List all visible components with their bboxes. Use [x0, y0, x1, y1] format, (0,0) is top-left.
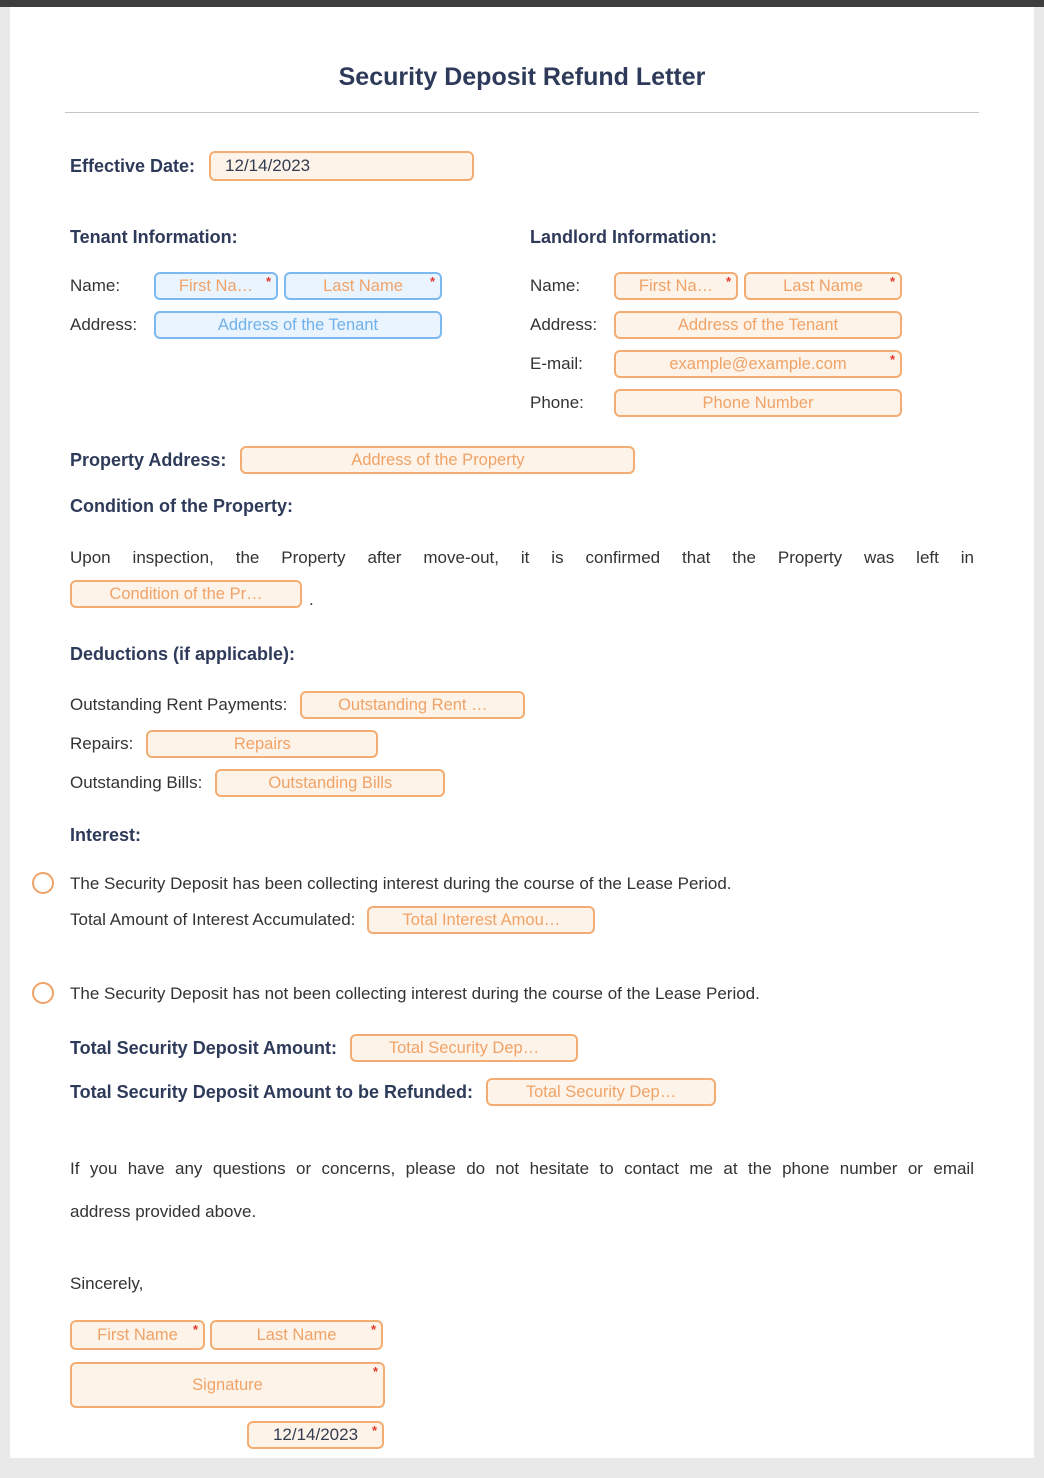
- tenant-section: [70, 227, 530, 428]
- condition-heading: Condition of the Property:: [70, 496, 293, 516]
- interest-accumulated-field[interactable]: Total Interest Amou…: [367, 906, 595, 934]
- radio-button-collecting[interactable]: [32, 872, 54, 894]
- total-deposit-label: Total Security Deposit Amount:: [70, 1037, 338, 1058]
- interest-option-not-collecting: [70, 984, 974, 1004]
- interest-option-collecting: [70, 874, 974, 894]
- interest-not-collecting-text: The Security Deposit has not been collecting interest during the course of the Lease Period.: [70, 984, 760, 1003]
- landlord-heading: Landlord Information:: [530, 227, 717, 247]
- interest-accumulated-label: Total Amount of Interest Accumulated:: [70, 910, 356, 929]
- total-deposit-field[interactable]: Total Security Dep…: [350, 1034, 578, 1062]
- refund-amount-label: Total Security Deposit Amount to be Refunded:: [70, 1081, 474, 1102]
- property-address-field[interactable]: Address of the Property: [240, 446, 635, 474]
- repairs-row: [70, 730, 974, 758]
- interest-collecting-text: The Security Deposit has been collecting interest during the course of the Lease Period.: [70, 874, 732, 893]
- tenant-heading: Tenant Information:: [70, 227, 238, 247]
- landlord-first-name-field[interactable]: First Na… *: [614, 272, 738, 300]
- title-divider: [65, 112, 979, 113]
- required-asterisk: *: [265, 274, 271, 289]
- tenant-name-label: Name:: [70, 276, 121, 295]
- signature-date-field[interactable]: [247, 1421, 384, 1449]
- closing-paragraph: [70, 1158, 974, 1222]
- landlord-address-label: Address:: [530, 315, 598, 334]
- landlord-name-label: Name:: [530, 276, 581, 295]
- sentence-period: .: [309, 590, 314, 609]
- parties-section: [70, 227, 974, 428]
- closing-line-2: address provided above.: [70, 1202, 257, 1221]
- signature-date-value: 12/14/2023: [272, 1425, 359, 1444]
- tenant-address-row: [70, 311, 530, 339]
- landlord-email-row: [530, 350, 974, 378]
- required-asterisk: *: [429, 274, 435, 289]
- effective-date-field[interactable]: [209, 151, 474, 181]
- landlord-last-name-field[interactable]: Last Name *: [744, 272, 902, 300]
- outstanding-rent-row: [70, 691, 974, 719]
- landlord-email-label: E-mail:: [530, 354, 583, 373]
- required-asterisk: *: [889, 352, 895, 367]
- top-bar: [0, 0, 1044, 7]
- interest-accumulated-row: [70, 906, 974, 934]
- total-deposit-row: [70, 1034, 974, 1062]
- landlord-address-row: [530, 311, 974, 339]
- required-asterisk: *: [725, 274, 731, 289]
- landlord-email-field[interactable]: example@example.com *: [614, 350, 902, 378]
- tenant-address-label: Address:: [70, 315, 138, 334]
- property-address-row: [70, 446, 974, 474]
- landlord-address-field[interactable]: Address of the Tenant: [614, 311, 902, 339]
- document-page: [10, 7, 1034, 1458]
- refund-amount-row: [70, 1078, 974, 1106]
- landlord-section: [530, 227, 974, 428]
- tenant-last-name-field[interactable]: Last Name *: [284, 272, 442, 300]
- condition-field[interactable]: Condition of the Pr…: [70, 580, 302, 608]
- condition-field-row: [70, 580, 974, 608]
- outstanding-rent-field[interactable]: Outstanding Rent …: [300, 691, 525, 719]
- landlord-phone-row: [530, 389, 974, 417]
- radio-button-not-collecting[interactable]: [32, 982, 54, 1004]
- refund-amount-field[interactable]: Total Security Dep…: [486, 1078, 716, 1106]
- required-asterisk: *: [889, 274, 895, 289]
- outstanding-bills-label: Outstanding Bills:: [70, 773, 203, 792]
- tenant-address-field[interactable]: Address of the Tenant: [154, 311, 442, 339]
- condition-paragraph: Upon inspection, the Property after move-out, it is confirmed that the Property was left in: [70, 548, 974, 567]
- sincerely-text: Sincerely,: [70, 1274, 144, 1293]
- closing-line-1: If you have any questions or concerns, please do not hesitate to contact me at the phone number or email: [70, 1159, 974, 1178]
- landlord-phone-field[interactable]: Phone Number: [614, 389, 902, 417]
- signer-first-name-field[interactable]: First Name *: [70, 1320, 205, 1350]
- required-asterisk: *: [372, 1364, 378, 1379]
- effective-date-label: Effective Date:: [70, 155, 196, 176]
- landlord-name-row: [530, 272, 974, 300]
- tenant-name-row: [70, 272, 530, 300]
- signer-name-row: [70, 1320, 974, 1350]
- signer-last-name-field[interactable]: Last Name *: [210, 1320, 383, 1350]
- effective-date-value: 12/14/2023: [225, 156, 311, 175]
- document-title: Security Deposit Refund Letter: [338, 63, 706, 91]
- deductions-heading: Deductions (if applicable):: [70, 644, 296, 664]
- interest-heading: Interest:: [70, 825, 142, 845]
- repairs-label: Repairs:: [70, 734, 134, 753]
- repairs-field[interactable]: Repairs: [146, 730, 378, 758]
- property-address-label: Property Address:: [70, 449, 227, 470]
- required-asterisk: *: [192, 1322, 198, 1337]
- signature-date-row: [247, 1421, 974, 1449]
- signature-row: [70, 1362, 974, 1408]
- outstanding-bills-field[interactable]: Outstanding Bills: [215, 769, 445, 797]
- signature-field[interactable]: Signature *: [70, 1362, 385, 1408]
- tenant-first-name-field[interactable]: First Na… *: [154, 272, 278, 300]
- effective-date-row: [70, 151, 974, 181]
- outstanding-rent-label: Outstanding Rent Payments:: [70, 695, 288, 714]
- required-asterisk: *: [371, 1423, 377, 1438]
- required-asterisk: *: [370, 1322, 376, 1337]
- landlord-phone-label: Phone:: [530, 393, 584, 412]
- outstanding-bills-row: [70, 769, 974, 797]
